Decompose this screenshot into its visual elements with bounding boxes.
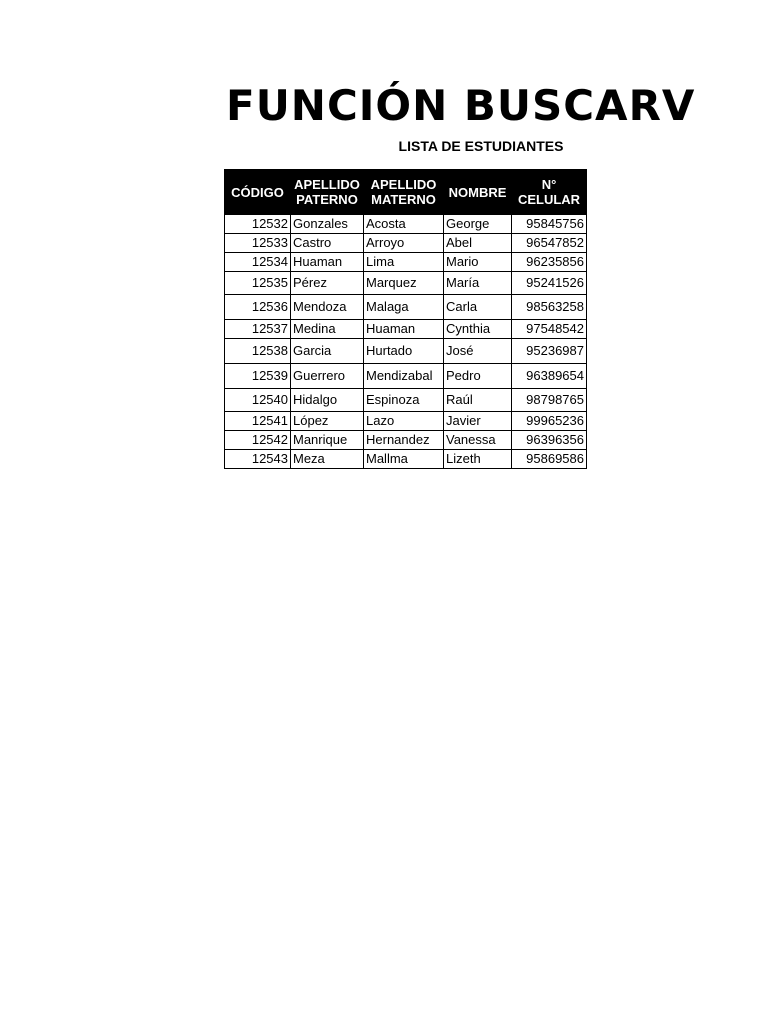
cell-celular: 97548542 [512,320,587,339]
cell-celular: 95845756 [512,215,587,234]
cell-apellido-paterno: Huaman [291,253,364,272]
cell-apellido-materno: Marquez [364,272,444,295]
table-row [225,234,587,253]
cell-apellido-materno: Lima [364,253,444,272]
cell-codigo: 12540 [225,389,291,412]
header-row [225,170,587,215]
header-codigo: CÓDIGO [225,170,291,215]
cell-codigo: 12543 [225,450,291,469]
table-row [225,412,587,431]
cell-nombre: Cynthia [444,320,512,339]
table-row [225,339,587,364]
table-row [225,320,587,339]
header-nombre: NOMBRE [444,170,512,215]
cell-celular: 96389654 [512,364,587,389]
title-region [226,80,696,136]
cell-apellido-paterno: Gonzales [291,215,364,234]
cell-nombre: Pedro [444,364,512,389]
cell-apellido-paterno: Hidalgo [291,389,364,412]
subtitle-region [226,138,586,160]
cell-apellido-paterno: López [291,412,364,431]
cell-codigo: 12537 [225,320,291,339]
cell-codigo: 12535 [225,272,291,295]
cell-nombre: Raúl [444,389,512,412]
cell-celular: 98563258 [512,295,587,320]
cell-celular: 95236987 [512,339,587,364]
cell-apellido-paterno: Medina [291,320,364,339]
cell-nombre: Javier [444,412,512,431]
header-apellido-materno: APELLIDO MATERNO [364,170,444,215]
cell-codigo: 12538 [225,339,291,364]
cell-codigo: 12542 [225,431,291,450]
table-row [225,272,587,295]
cell-nombre: Vanessa [444,431,512,450]
cell-codigo: 12533 [225,234,291,253]
cell-apellido-paterno: Pérez [291,272,364,295]
cell-apellido-materno: Lazo [364,412,444,431]
table-row [225,215,587,234]
cell-celular: 99965236 [512,412,587,431]
table-row [225,450,587,469]
cell-nombre: María [444,272,512,295]
cell-apellido-materno: Hurtado [364,339,444,364]
cell-apellido-paterno: Garcia [291,339,364,364]
cell-apellido-materno: Mendizabal [364,364,444,389]
table-row [225,364,587,389]
cell-apellido-paterno: Castro [291,234,364,253]
cell-celular: 98798765 [512,389,587,412]
header-apellido-paterno: APELLIDO PATERNO [291,170,364,215]
table-row [225,253,587,272]
cell-codigo: 12539 [225,364,291,389]
cell-nombre: José [444,339,512,364]
cell-codigo: 12541 [225,412,291,431]
cell-apellido-materno: Espinoza [364,389,444,412]
table-row [225,431,587,450]
cell-celular: 95241526 [512,272,587,295]
cell-nombre: Abel [444,234,512,253]
table-row [225,389,587,412]
cell-celular: 96396356 [512,431,587,450]
cell-nombre: Lizeth [444,450,512,469]
cell-apellido-materno: Huaman [364,320,444,339]
cell-celular: 96235856 [512,253,587,272]
cell-celular: 96547852 [512,234,587,253]
cell-apellido-paterno: Manrique [291,431,364,450]
cell-apellido-paterno: Guerrero [291,364,364,389]
cell-codigo: 12536 [225,295,291,320]
cell-codigo: 12534 [225,253,291,272]
cell-nombre: George [444,215,512,234]
cell-nombre: Carla [444,295,512,320]
cell-apellido-paterno: Mendoza [291,295,364,320]
cell-nombre: Mario [444,253,512,272]
cell-apellido-materno: Acosta [364,215,444,234]
header-celular: N° CELULAR [512,170,587,215]
cell-apellido-paterno: Meza [291,450,364,469]
students-table [224,169,587,469]
table-row [225,295,587,320]
cell-codigo: 12532 [225,215,291,234]
page-title: FUNCIÓN BUSCARV [226,81,696,130]
cell-apellido-materno: Arroyo [364,234,444,253]
cell-apellido-materno: Malaga [364,295,444,320]
table-caption: LISTA DE ESTUDIANTES [398,138,564,154]
cell-apellido-materno: Hernandez [364,431,444,450]
cell-apellido-materno: Mallma [364,450,444,469]
cell-celular: 95869586 [512,450,587,469]
